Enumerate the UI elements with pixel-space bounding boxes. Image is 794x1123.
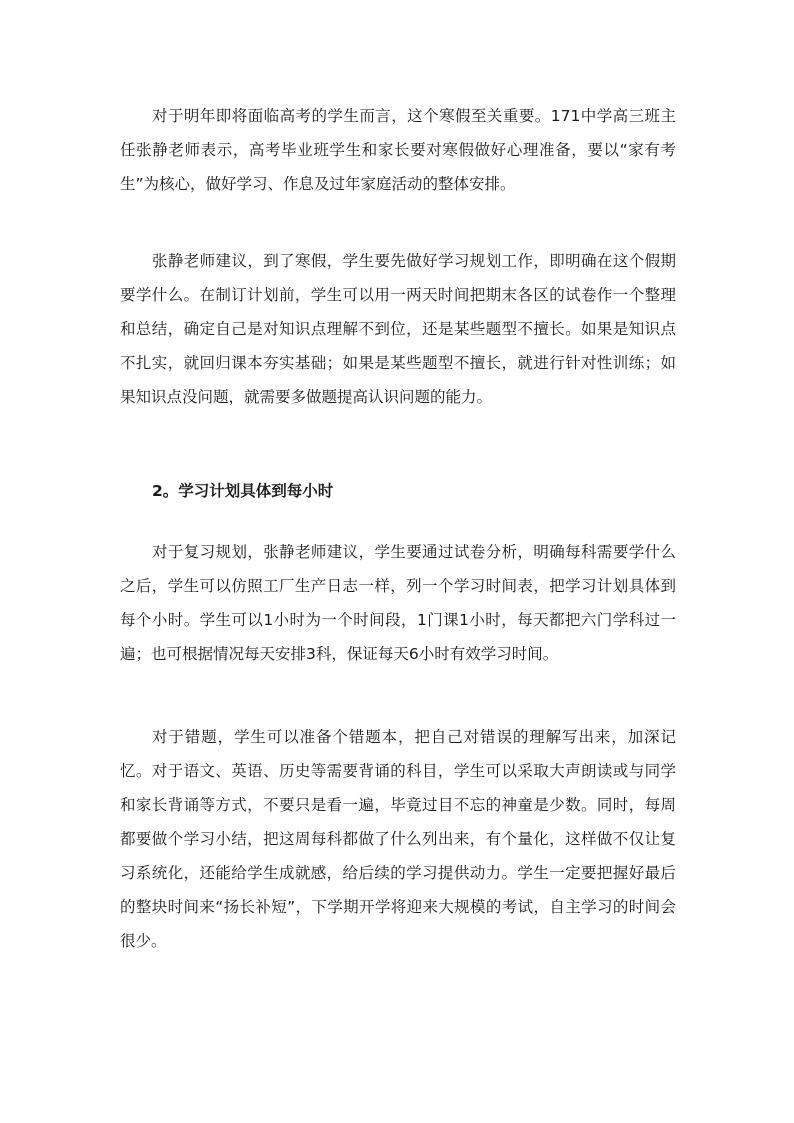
- section-heading: 2。学习计划具体到每小时: [152, 482, 334, 500]
- paragraph-mistakes: 对于错题，学生可以准备个错题本，把自己对错误的理解写出来，加深记忆。对于语文、英语、历史等需要背诵的科目，学生可以采取大声朗读或与同学和家长背诵等方式，不要只是看一遍，毕竟过目不忘的神童是少数。同时，每周都要做个学习小结，把这周每科都做了什么列出来，有个量化，这样做不仅让复习系统化，还能给学生成就感，给后续的学习提供动力。学生一定要把握好最后的整块时间来“扬长补短”，下学期开学将迎来大规模的考试，自主学习的时间会很少。: [120, 728, 676, 950]
- paragraph-planning: 张静老师建议，到了寒假，学生要先做好学习规划工作，即明确在这个假期要学什么。在制订计划前，学生可以用一两天时间把期末各区的试卷作一个整理和总结，确定自己是对知识点理解不到位，还是某些题型不擅长。如果是知识点不扎实，就回归课本夯实基础；如果是某些题型不擅长，就进行针对性训练；如果知识点没问题，就需要多做题提高认识问题的能力。: [120, 252, 676, 406]
- paragraph-schedule: 对于复习规划，张静老师建议，学生要通过试卷分析，明确每科需要学什么之后，学生可以仿照工厂生产日志一样，列一个学习时间表，把学习计划具体到每个小时。学生可以1小时为一个时间段，1门课1小时，每天都把六门学科过一遍；也可根据情况每天安排3科，保证每天6小时有效学习时间。: [120, 543, 676, 663]
- paragraph-intro: 对于明年即将面临高考的学生而言，这个寒假至关重要。171中学高三班主任张静老师表示，高考毕业班学生和家长要对寒假做好心理准备，要以“家有考生”为核心，做好学习、作息及过年家庭活动的整体安排。: [120, 107, 676, 193]
